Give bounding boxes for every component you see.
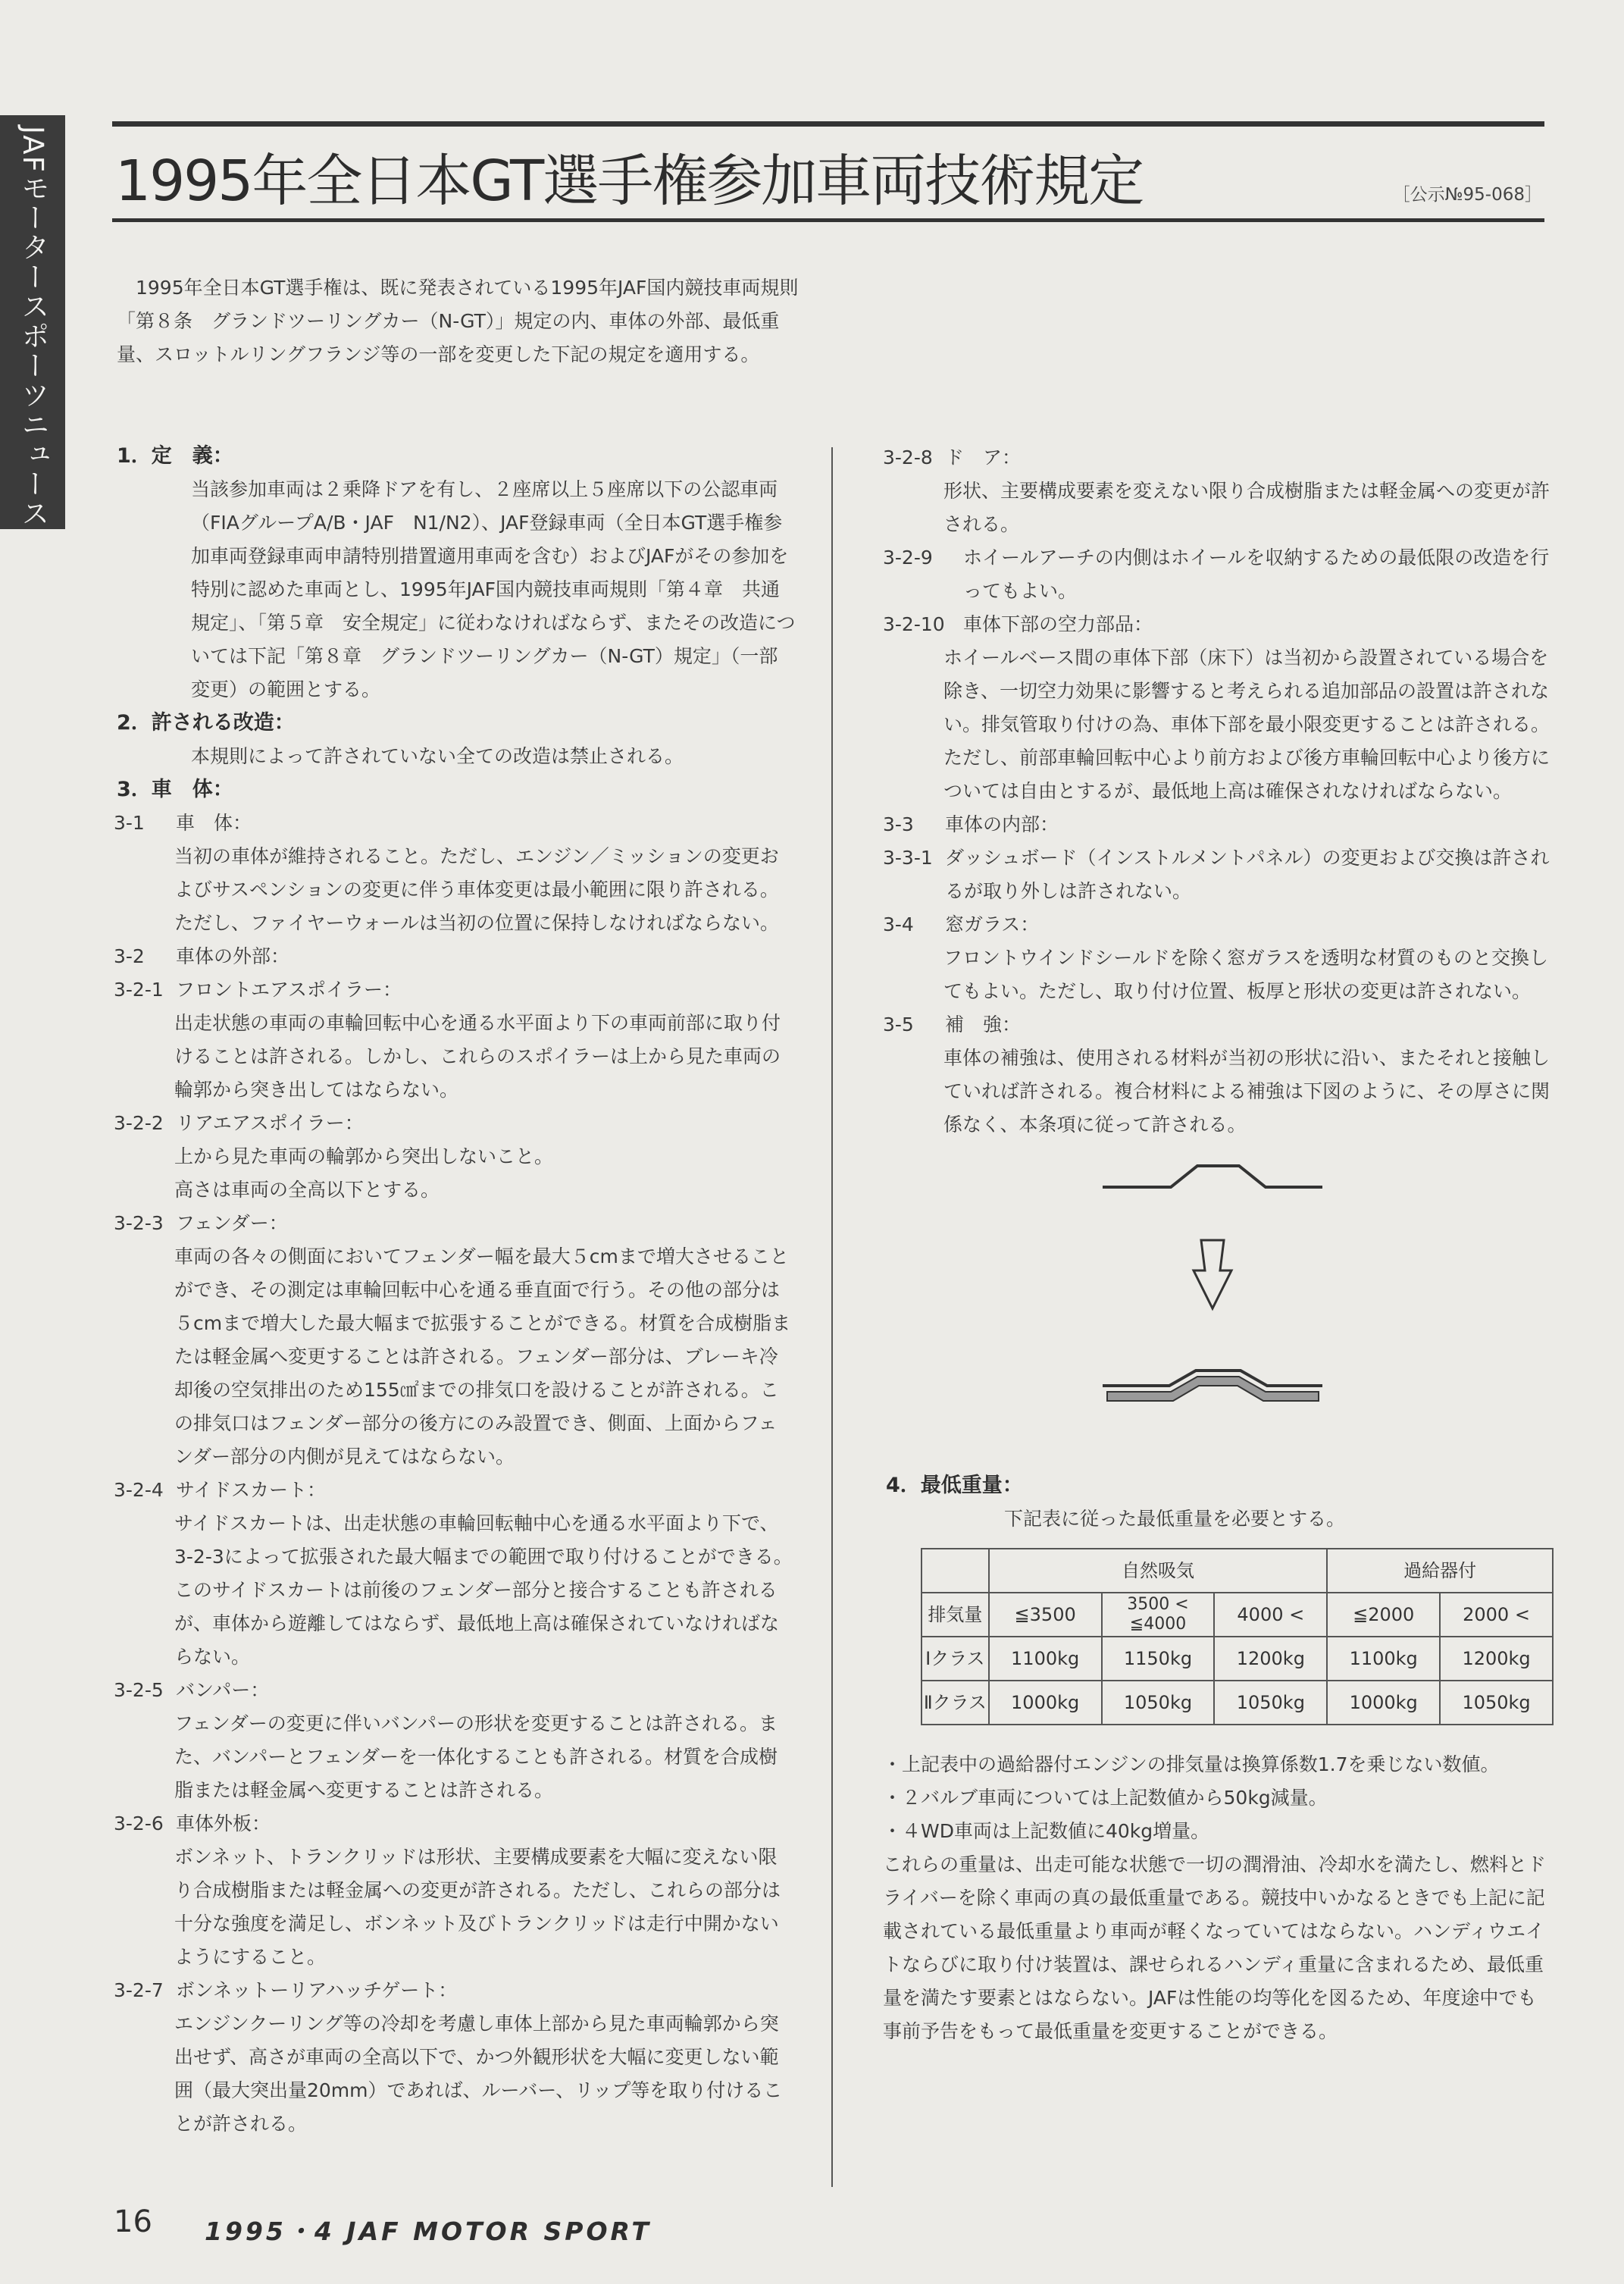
section-side-tab [0,115,65,529]
item-title: 窓ガラス： [945,913,1040,935]
table-cell: 1050kg [1102,1681,1215,1725]
table-cell: 1100kg [1327,1637,1440,1681]
item-number: 3-1 [114,812,145,834]
section-heading-body: 3．車 体： [117,778,233,801]
item-title: ダッシュボード（インストルメントパネル）の変更および交換は許されるが取り外しは許されない。 [945,847,1550,902]
reinforcement-diagram [1103,1164,1330,1452]
item-heading-3-2-10 [883,608,1554,641]
weight-closing-text: これらの重量は、出走可能な状態で一切の潤滑油、冷却水を満たし、燃料とドライバーを除く車両の真の最低重量である。競技中いかなるときでも上記に記載されている最低重量より車両が軽くなっていてはならない。ハンディウエイトならびに取り付け装置は、課せられるハンディ重量に含まれるため、最低重量を満たす要素とはならない。JAFは性能の均等化を図るため、年度途中でも事前予告をもって最低重量を変更することができる。 [883,1853,1547,2042]
table-corner-cell [922,1549,989,1593]
item-body-3-2-2-b: 高さは車両の全高以下とする。 [174,1179,440,1201]
title-rule-bottom [112,218,1544,222]
item-title: フロントエアスポイラー： [176,979,402,1001]
item-heading-3-2-9 [883,541,1554,608]
item-number: 3-5 [883,1014,914,1035]
weight-note-2valve: ・２バルブ車両については上記数値から50kg減量。 [883,1787,1328,1809]
table-cell: 1050kg [1440,1681,1553,1725]
item-title: 車体の外部： [176,945,290,967]
item-body-3-2-4: サイドスカートは、出走状態の車輪回転軸中心を通る水平面より下で、3-2-3によって拡張された最大幅までの範囲で取り付けることができる。このサイドスカートは前後のフェンダー部分と接合することも許されるが、車体から遊離してはならず、最低地上高は確保されていなければならない。 [174,1512,793,1668]
item-number: 3-2 [114,945,145,967]
item-title: サイドスカート： [176,1479,327,1501]
item-title: 補 強： [945,1014,1022,1035]
table-row [922,1637,1553,1681]
item-body-3-5: 車体の補強は、使用される材料が当初の形状に沿い、またそれと接触していれば許される。複合材料による補強は下図のように、その厚さに関係なく、本条項に従って許される。 [943,1047,1550,1136]
left-column [114,440,796,2141]
item-title: ド ア： [945,446,1022,468]
table-header-turbo: 過給器付 [1327,1549,1553,1593]
item-heading-3-4 [883,908,1554,941]
item-number: 3-3-1 [883,847,933,869]
item-title: ボンネットーリアハッチゲート： [176,1979,458,2001]
weight-note-turbo: ・上記表中の過給器付エンジンの排気量は換算係数1.7を乗じない数値。 [883,1753,1500,1775]
item-heading-3-2-1 [114,973,796,1007]
item-number: 3-2-7 [114,1979,164,2001]
table-header-cell: ≦3500 [989,1593,1102,1637]
item-body-3-2-2-a: 上から見た車両の輪郭から突出しないこと。 [174,1145,554,1167]
weight-note-4wd: ・４WD車両は上記数値に40kg増量。 [883,1820,1210,1842]
table-row-label: 排気量 [922,1593,989,1637]
section-heading-modifications: 2．許される改造： [117,711,295,735]
right-column [883,441,1554,2048]
table-row [922,1681,1553,1725]
item-body-3-2-3: 車両の各々の側面においてフェンダー幅を最大５cmまで増大させることができ、その測定は車輪回転中心を通る垂直面で行う。その他の部分は５cmまで増大した最大幅まで拡張することができる。材質を合成樹脂または軽金属へ変更することは許される。フェンダー部分は、ブレーキ冷却後の空気排出のため155㎠までの排気口を設けることが許される。この排気口はフェンダー部分の後方にのみ設置でき、側面、上面からフェンダー部分の内側が見えてはならない。 [174,1245,791,1468]
item-heading-3-2-6 [114,1807,796,1841]
item-number: 3-4 [883,913,914,935]
item-heading-3-3 [883,808,1554,841]
item-title: 車体下部の空力部品： [963,613,1153,635]
item-title: リアエアスポイラー： [176,1112,364,1134]
item-title: 車 体： [176,812,252,834]
table-row-label: Ⅱクラス [922,1681,989,1725]
modifications-body: 本規則によって許されていない全ての改造は禁止される。 [191,745,684,767]
item-number: 3-2-2 [114,1112,164,1134]
item-heading-3-2 [114,940,796,973]
table-header-cell: ≦2000 [1327,1593,1440,1637]
side-tab-label: JAFモータースポーツニュース [17,126,49,528]
table-cell: 1000kg [989,1681,1102,1725]
notice-number: ［公示№95-068］ [1392,185,1542,205]
title-rule-top [112,121,1544,127]
table-row [922,1549,1553,1593]
item-heading-3-1 [114,807,796,840]
table-header-cell: 4000 < [1214,1593,1327,1637]
table-row-label: Ⅰクラス [922,1637,989,1681]
item-number: 3-3 [883,813,914,835]
intro-paragraph: 1995年全日本GT選手権は、既に発表されている1995年JAF国内競技車両規則「第８条 グランドツーリングカー（N-GT）」規定の内、車体の外部、最低重量、スロットルリングフランジ等の一部を変更した下記の規定を適用する。 [117,277,799,365]
min-weight-intro: 下記表に従った最低重量を必要とする。 [1004,1508,1346,1530]
item-body-3-2-1: 出走状態の車両の車輪回転中心を通る水平面より下の車両前部に取り付けることは許される。しかし、これらのスポイラーは上から見た車両の輪郭から突き出してはならない。 [174,1012,781,1101]
item-heading-3-2-7 [114,1974,796,2007]
item-heading-3-2-3 [114,1207,796,1240]
item-heading-3-2-8 [883,441,1554,475]
item-title: バンパー： [176,1679,270,1701]
item-number: 3-2-6 [114,1812,164,1834]
composite-reinforcement-layer [1107,1377,1319,1401]
item-title: フェンダー： [176,1212,288,1234]
item-title: ホイールアーチの内側はホイールを収納するための最低限の改造を行ってもよい。 [963,547,1550,602]
item-number: 3-2-9 [883,547,933,569]
table-cell: 1200kg [1440,1637,1553,1681]
item-heading-3-2-5 [114,1674,796,1707]
item-body-3-1: 当初の車体が維持されること。ただし、エンジン／ミッションの変更およびサスペンションの変更に伴う車体変更は最小範囲に限り許される。ただし、ファイヤーウォールは当初の位置に保持しなければならない。 [174,845,780,934]
page-number: 16 [114,2204,152,2239]
table-header-cell: 2000 < [1440,1593,1553,1637]
item-body-3-2-8: 形状、主要構成要素を変えない限り合成樹脂または軽金属への変更が許される。 [943,480,1550,535]
item-number: 3-2-5 [114,1679,164,1701]
table-row [922,1593,1553,1637]
table-cell: 1050kg [1214,1681,1327,1725]
item-body-3-4: フロントウインドシールドを除く窓ガラスを透明な材質のものと交換してもよい。ただし、取り付け位置、板厚と形状の変更は許されない。 [943,947,1549,1002]
item-body-3-2-7: エンジンクーリング等の冷却を考慮し車体上部から見た車両輪郭から突出せず、高さが車両の全高以下で、かつ外観形状を大幅に変更しない範囲（最大突出量20mm）であれば、ルーバー、リップ等を取り付けることが許される。 [174,2013,783,2135]
table-header-line: ≦4000 [1129,1615,1187,1634]
section-heading-definition: 1．定 義： [117,444,233,468]
min-weight-table [921,1548,1554,1725]
item-title: 車体の内部： [945,813,1059,835]
item-number: 3-2-4 [114,1479,164,1501]
table-header-na: 自然吸気 [989,1549,1328,1593]
definition-body: 当該参加車両は２乗降ドアを有し、２座席以上５座席以下の公認車両（FIAグループA/B・JAF N1/N2）、JAF登録車両（全日本GT選手権参加車両登録車両申請特別措置適用車両を含む）およびJAFがその参加を特別に認めた車両とし、1995年JAF国内競技車両規則「第４章 共通規定」、「第５章 安全規定」に従わなければならず、またその改造については下記「第８章 グランドツーリングカー（N-GT）規定」（一部変更）の範囲とする。 [191,478,796,700]
item-heading-3-2-4 [114,1474,796,1507]
page-title: 1995年全日本GT選手権参加車両技術規定 [115,149,1144,214]
item-title: 車体外板： [176,1812,271,1834]
panel-profile-original [1103,1166,1322,1187]
column-divider [831,447,833,2187]
item-heading-3-2-2 [114,1107,796,1140]
section-heading-min-weight: 4．最低重量： [886,1474,1023,1497]
item-number: 3-2-1 [114,979,164,1001]
item-number: 3-2-3 [114,1212,164,1234]
down-arrow-icon [1194,1240,1231,1308]
item-heading-3-5 [883,1008,1554,1042]
table-cell: 1150kg [1102,1637,1215,1681]
item-number: 3-2-8 [883,446,933,468]
table-header-line: 3500 < [1127,1595,1189,1614]
table-cell: 1200kg [1214,1637,1327,1681]
item-body-3-2-10: ホイールベース間の車体下部（床下）は当初から設置されている場合を除き、一切空力効果に影響すると考えられる追加部品の設置は許されない。排気管取り付けの為、車体下部を最小限変更することは許される。ただし、前部車輪回転中心より前方および後方車輪回転中心より後方については自由とするが、最低地上高は確保されなければならない。 [943,647,1550,802]
item-body-3-2-6: ボンネット、トランクリッドは形状、主要構成要素を大幅に変えない限り合成樹脂または軽金属への変更が許される。ただし、これらの部分は十分な強度を満足し、ボンネット及びトランクリッドは走行中開かないようにすること。 [174,1846,781,1968]
item-number: 3-2-10 [883,613,945,635]
item-body-3-2-5: フェンダーの変更に伴いバンパーの形状を変更することは許される。また、バンパーとフェンダーを一体化することも許される。材質を合成樹脂または軽金属へ変更することは許される。 [174,1712,778,1801]
table-cell: 1000kg [1327,1681,1440,1725]
table-cell: 1100kg [989,1637,1102,1681]
item-heading-3-3-1 [883,841,1554,908]
magazine-footer: 1995・4 JAF MOTOR SPORT [205,2217,652,2246]
table-header-cell [1102,1593,1215,1637]
